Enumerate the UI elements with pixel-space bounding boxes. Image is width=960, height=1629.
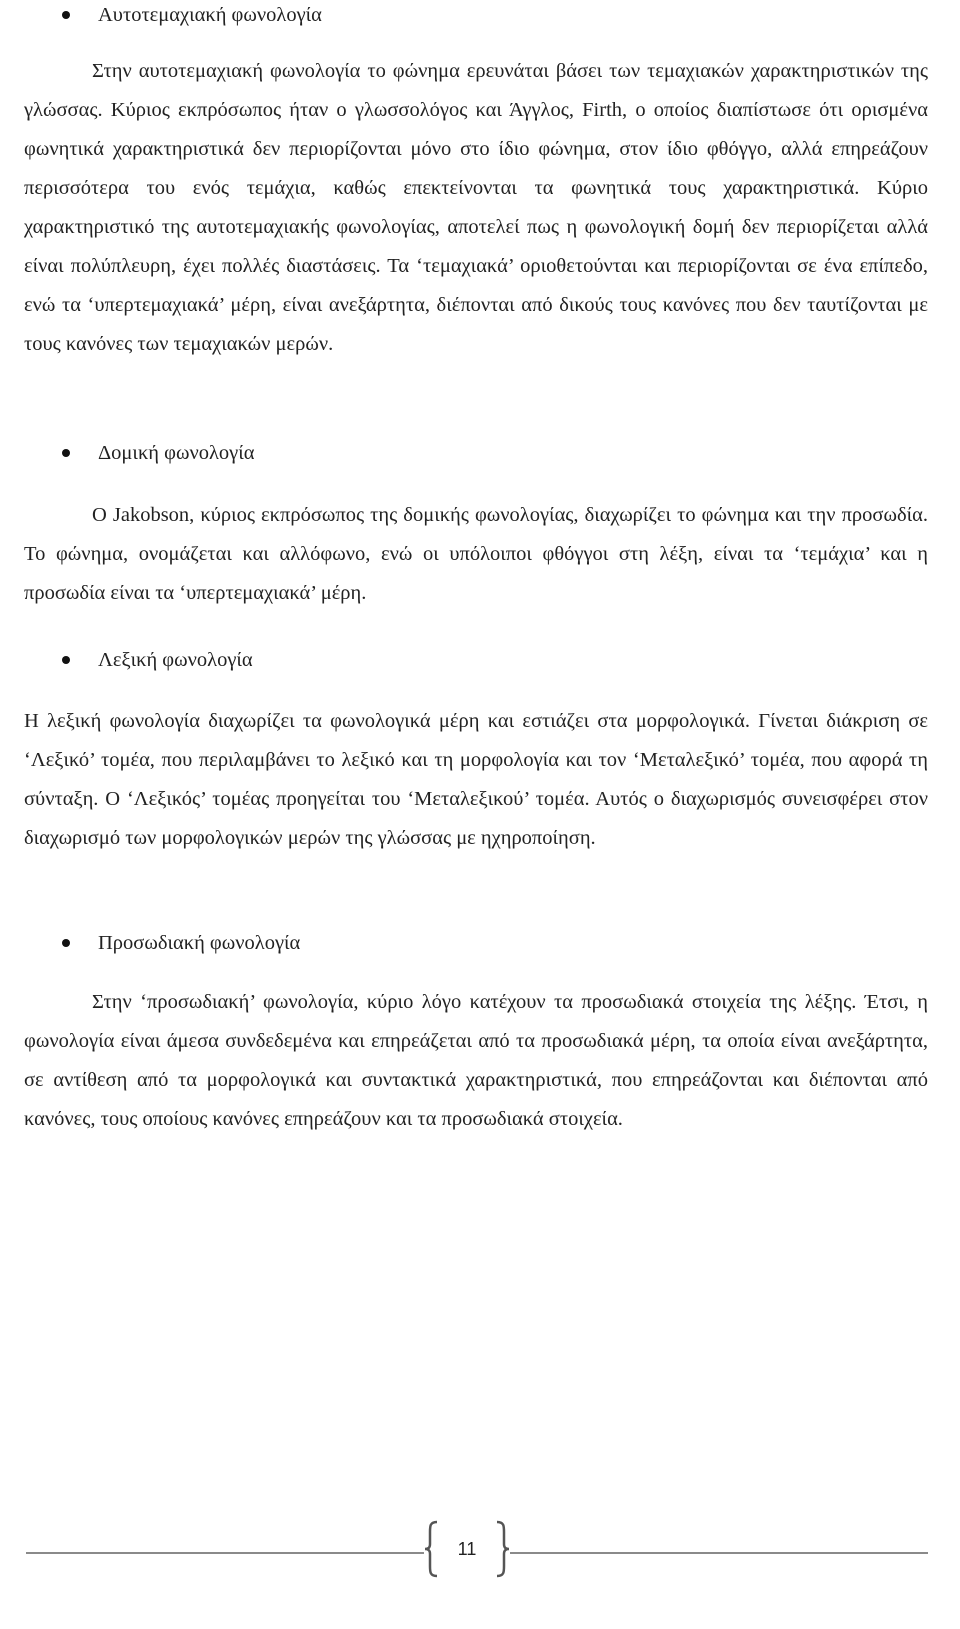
page-number: 11 bbox=[457, 1539, 477, 1559]
bullet-icon bbox=[62, 939, 70, 947]
page-footer bbox=[0, 1520, 960, 1582]
heading-text: Λεξική φωνολογία bbox=[98, 649, 253, 671]
paragraph-lexical: Η λεξική φωνολογία διαχωρίζει τα φωνολογικά μέρη και εστιάζει στα μορφολογικά. Γίνεται διάκριση σε ‘Λεξικό’ τομέα, που περιλαμβάνει το λεξικό και τη μορφολογία και τον ‘Μεταλεξικό’ τομέα, που αφορά τη σύνταξη. Ο ‘Λεξικός’ τομέας προηγείται του ‘Μεταλεξικού’ τομέα. Αυτός ο διαχωρισμός συνεισφέρει στον διαχωρισμό των μορφολογικών μερών της γλώσσας με ηχηροποίηση. bbox=[24, 710, 928, 849]
bullet-icon bbox=[62, 449, 70, 457]
left-brace-icon bbox=[424, 1520, 440, 1578]
paragraph-structural: Ο Jakobson, κύριος εκπρόσωπος της δομικής φωνολογίας, διαχωρίζει το φώνημα και την προσωδία. Το φώνημα, ονομάζεται και αλλόφωνο, ενώ οι υπόλοιποι φθόγγοι στη λέξη, είναι τα ‘τεμάχια’ και η προσωδία είναι τα ‘υπερτεμαχιακά’ μέρη. bbox=[24, 504, 928, 604]
bullet-icon bbox=[62, 11, 70, 19]
section-heading-autosegmental bbox=[24, 0, 322, 30]
paragraph-autosegmental: Στην αυτοτεμαχιακή φωνολογία το φώνημα ερευνάται βάσει των τεμαχιακών χαρακτηριστικών της γλώσσας. Κύριος εκπρόσωπος ήταν ο γλωσσολόγος και Άγγλος, Firth, ο οποίος διαπίστωσε ότι ορισμένα φωνητικά χαρακτηριστικά δεν περιορίζονται μόνο στο ίδιο φώνημα, στον ίδιο φθόγγο, αλλά επηρεάζουν περισσότερα του ενός τεμάχια, καθώς επεκτείνονται τα φωνητικά τους χαρακτηριστικά. Κύριο χαρακτηριστικό της αυτοτεμαχιακής φωνολογίας, αποτελεί πως η φωνολογική δομή δεν περιορίζεται αλλά είναι πολύπλευρη, έχει πολλές διαστάσεις. Τα ‘τεμαχιακά’ οριοθετούνται και περιορίζονται σε ένα επίπεδο, ενώ τα ‘υπερτεμαχιακά’ μέρη, είναι ανεξάρτητα, διέπονται από δικούς τους κανόνες που δεν ταυτίζονται με τους κανόνες των τεμαχιακών μερών. bbox=[24, 60, 928, 355]
heading-text: Αυτοτεμαχιακή φωνολογία bbox=[98, 4, 322, 26]
section-heading-structural bbox=[24, 438, 254, 468]
footer-divider-right bbox=[510, 1552, 928, 1554]
heading-text: Προσωδιακή φωνολογία bbox=[98, 932, 301, 954]
right-brace-icon bbox=[494, 1520, 510, 1578]
bullet-icon bbox=[62, 656, 70, 664]
footer-divider-left bbox=[26, 1552, 424, 1554]
paragraph-prosodic: Στην ‘προσωδιακή’ φωνολογία, κύριο λόγο κατέχουν τα προσωδιακά στοιχεία της λέξης. Έτσι, η φωνολογία είναι άμεσα συνδεδεμένα και επηρεάζεται από τα προσωδιακά μέρη, τα οποία είναι ανεξάρτητα, σε αντίθεση από τα μορφολογικά και συντακτικά χαρακτηριστικά, που επηρεάζονται και διέπονται από κανόνες, τους οποίους κανόνες επηρεάζουν και τα προσωδιακά στοιχεία. bbox=[24, 991, 928, 1130]
section-heading-lexical bbox=[24, 645, 253, 675]
heading-text: Δομική φωνολογία bbox=[98, 442, 255, 464]
section-heading-prosodic bbox=[24, 928, 300, 958]
